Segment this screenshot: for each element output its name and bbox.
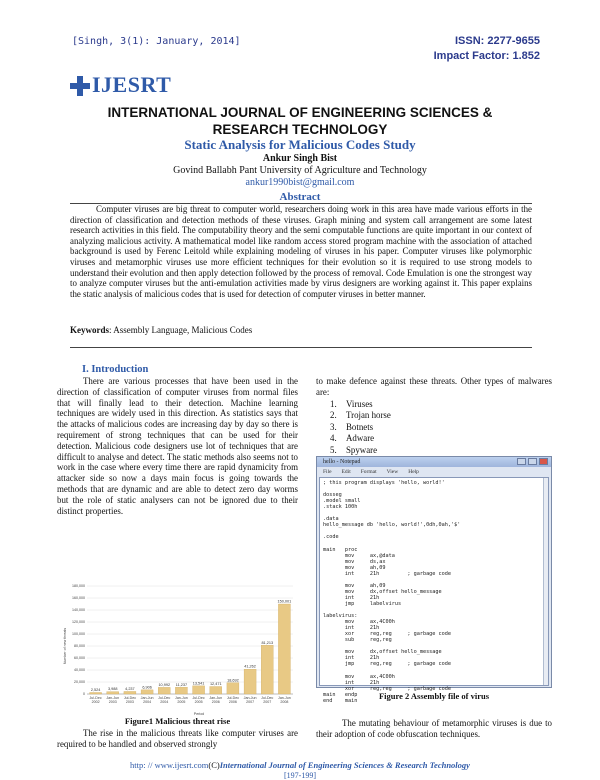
window-controls [517,458,548,466]
chart-data-label: 3,988 [107,687,118,692]
chart-xtick-label: 2006 [211,700,220,705]
chart-bar [158,687,170,694]
introduction-paragraph-2: The rise in the malicious threats like computer viruses are required to be handled and observed strongly [57,728,298,749]
keywords [70,325,532,335]
code-line: jmp reg,reg ; garbage code [323,661,452,668]
chart-data-label: 10,992 [158,682,171,687]
chart-bar [261,645,273,694]
code-line: int 21h ; garbage code [323,570,452,577]
footer-citation [100,760,500,770]
code-line: main endp [323,691,358,698]
footer-url[interactable]: http: // www.ijesrt.com [130,760,209,770]
malware-intro-text: to make defence against these threats. Other types of malwares are: [316,376,552,397]
chart-bar [141,690,153,694]
chart-ytick-label: 100,000 [72,632,85,637]
abstract-heading: Abstract [279,191,321,203]
chart-bar [227,683,239,694]
menu-item-edit[interactable]: Edit [341,469,351,475]
malware-list-name: Botnets [346,421,374,432]
chart-bar [107,692,119,694]
chart-xtick-label: 2005 [177,700,186,705]
malware-list-item [330,399,391,410]
chart-xtick-label: Jul-Dec [226,696,240,700]
chart-bar [124,691,136,694]
chart-xtick-label: 2005 [194,700,203,705]
code-line: mov ah,09 [323,564,386,571]
malware-list-number: 5. [330,444,337,455]
code-line: mov ax,@data [323,552,395,559]
menu-item-format[interactable]: Format [360,469,377,475]
malware-list-item [330,410,391,421]
malware-list-number: 3. [330,421,337,432]
code-line: .code [323,534,339,541]
vertical-scrollbar [543,478,548,685]
chart-xtick-label: 2007 [263,700,272,705]
abstract-bottom-divider [70,347,532,348]
header-citation: [Singh, 3(1): January, 2014] [72,36,241,47]
plus-icon [70,76,90,96]
chart-ytick-label: 180,000 [72,584,85,589]
chart-xtick-label: Jan-Jun [140,696,154,700]
chart-bar [278,604,290,694]
chart-xtick-label: 2004 [160,700,169,705]
journal-name: INTERNATIONAL JOURNAL OF ENGINEERING SCIENCES & RESEARCH TECHNOLOGY [107,105,493,137]
author-name: Ankur Singh Bist [262,153,338,164]
chart-ytick-label: 40,000 [74,668,85,673]
header-issn: ISSN: 2277-9655 [455,35,540,47]
chart-bar [193,686,205,694]
malware-list-number: 1. [330,399,337,409]
code-line: xor reg,reg ; garbage code [323,631,452,638]
figure2-caption: Figure 2 Assembly file of virus [378,691,490,701]
chart-xtick-label: Jul-Dec [192,696,205,700]
code-line: mov ds,ax [323,558,386,565]
chart-xtick-label: Jan-Jun [209,696,223,700]
author-affiliation: Govind Ballabh Pant University of Agriculture and Technology [173,165,427,176]
code-line: hello_message db 'hello, world!',0dh,0ah,'$' [323,522,461,529]
chart-ytick-label: 140,000 [72,608,85,613]
chart-data-label: 12,471 [209,682,222,687]
code-line: mov ax,4C00h [323,619,395,626]
chart-xtick-label: 2003 [108,700,117,705]
keywords-text: : Assembly Language, Malicious Codes [109,325,253,335]
author-email[interactable]: ankur1990bist@gmail.com [245,177,355,188]
page-range: [197-199] [284,771,316,780]
chart-ytick-label: 120,000 [72,620,85,625]
chart-xtick-label: 2003 [125,700,134,705]
chart-ytick-label: 160,000 [72,596,85,601]
code-line: int 21h [323,625,380,632]
footer-journal: International Journal of Engineering Sciences & Research Technology [219,760,470,770]
code-line: .model small [323,498,361,505]
logo-text: IJESRT [92,72,172,97]
chart-data-label: 6,906 [142,685,152,690]
chart-data-label: 13,541 [192,681,205,686]
code-line: xor reg,reg ; garbage code [323,685,452,692]
chart-bar [90,692,102,694]
chart-xtick-label: 2007 [246,700,255,705]
code-line: mov dx,offset hello_message [323,588,442,595]
maximize-icon [528,458,537,465]
code-line: main proc [323,546,358,553]
malware-list-name: Trojan horse [346,410,391,421]
code-line: .data [323,516,339,523]
chart-xtick-label: 2002 [91,700,100,705]
chart-data-label: 2,524 [90,687,101,692]
header-impact-factor: Impact Factor: 1.852 [433,50,540,62]
metamorphic-paragraph: The mutating behaviour of metamorphic viruses is due to their adoption of code obfuscation techniques. [316,718,552,739]
code-line: labelvirus: [323,613,358,620]
menu-item-file[interactable]: File [323,469,332,475]
code-line: dosseg [323,492,342,499]
chart-xtick-label: Jan-Jun [175,696,188,700]
chart-bar [210,687,222,694]
malware-list-number: 2. [330,410,337,421]
figure1-caption: Figure1 Malicious threat rise [124,716,231,726]
section-heading-introduction: I. Introduction [82,364,149,375]
abstract-body: Computer viruses are big threat to computer world, researchers doing work in this area have made various efforts in the direction of classification and detection methods of these viruses. Graph mining and system call arrangement are some latest research activities in this field. The computability theory and the semi computable functions are quite important in our context of analyzing malicious activity. A mathematical model like random access stored program machine with the association of attached background is used by Ferenc Leitold while explaining modeling of viruses in his paper. Computer viruses like polymorphic viruses and metamorphic viruses use more efficient techniques for their evolution so it is required to use strong models to understand their evolution and then apply detection followed by the process of removal. Code Emulation is one the strongest way to analyze computer viruses but the anti-emulation activities made by virus designers are working against it. This paper explains the static analysis of malicious codes that is used for detection of computer viruses in better manner. [70,204,532,299]
chart-xtick-label: Jan-Jun [106,696,120,700]
chart-xtick-label: Jul-Dec [123,696,137,700]
malware-list-item [330,422,391,433]
footer-copyright: (C) [208,760,220,770]
chart-ytick-label: 0 [83,692,85,697]
chart-ytick-label: 80,000 [74,644,85,649]
chart-xtick-label: Jul-Dec [158,696,171,700]
code-line: jmp labelvirus [323,600,402,607]
chart-xtick-label: Jul-Dec [89,696,102,700]
chart-xtick-label: Jul-Dec [261,696,274,700]
malware-list-name: Viruses [346,399,373,409]
chart-data-label: 150,001 [277,599,292,604]
chart-data-label: 41,262 [244,664,256,669]
code-line: int 21h [323,594,380,601]
code-line: mov dx,offset hello_message [323,649,442,656]
window-menubar [319,468,549,476]
malware-list-name: Adware [346,433,375,444]
threat-rise-chart [57,576,298,726]
malware-list-name: Spyware [346,444,378,455]
window-titlebar: hello - Notepad [317,457,551,467]
close-icon [539,458,548,465]
minimize-icon [517,458,526,465]
chart-bar [175,687,187,694]
chart-data-label: 11,237 [175,682,188,687]
chart-xtick-label: Jan-Jun [243,696,257,700]
menu-item-help[interactable]: Help [408,469,419,475]
code-line: .stack 100h [323,504,358,511]
chart-ylabel: Number of new threats [63,627,67,665]
code-line: int 21h [323,655,380,662]
chart-data-label: 18,692 [227,678,239,683]
malware-list [330,399,391,456]
malware-list-item [330,445,391,456]
menu-item-view[interactable]: View [386,469,399,475]
malware-list-item [330,433,391,444]
paper-title: Static Analysis for Malicious Codes Study [184,137,416,152]
chart-data-label: 81,213 [261,640,274,645]
chart-xtick-label: Jan-Jun [278,696,291,700]
chart-ytick-label: 20,000 [74,680,85,685]
chart-xtick-label: 2004 [143,700,152,705]
chart-data-label: 4,237 [125,686,135,691]
code-line: mov ax,4C00h [323,673,395,680]
code-line: ; this program displays 'hello, world!' [323,480,445,486]
assembly-code [323,480,545,704]
code-line: int 21h [323,679,380,686]
code-line: mov ah,09 [323,582,386,589]
code-line: end main [323,697,358,704]
chart-xlabel: Period [193,712,205,716]
chart-ytick-label: 60,000 [74,656,85,661]
chart-xtick-label: 2008 [280,700,289,705]
introduction-paragraph: There are various processes that have been used in the direction of classification of computer viruses from normal files that will finally lead to their detection. Machine learning techniques are widely used in this direction. As statistics says that the attacks of malicious codes are increasing day by day so there is requirement of strong techniques that can be used for their detection. Malicious code designers use lot of techniques that are difficult to analyse and detect. The static methods also seems not to work in the case where every time there are rapid dynamicity from attacker side so now a days main focus is going towards the methods that are dynamic and are able to detect zero day worms but the role of static analysers can not be ignored due to their distinct properties. [57,376,298,516]
keywords-label: Keywords [70,325,109,335]
code-line: sub reg,reg [323,637,392,644]
malware-list-number: 4. [330,433,337,444]
chart-bar [244,669,256,694]
chart-xtick-label: 2006 [228,700,237,705]
